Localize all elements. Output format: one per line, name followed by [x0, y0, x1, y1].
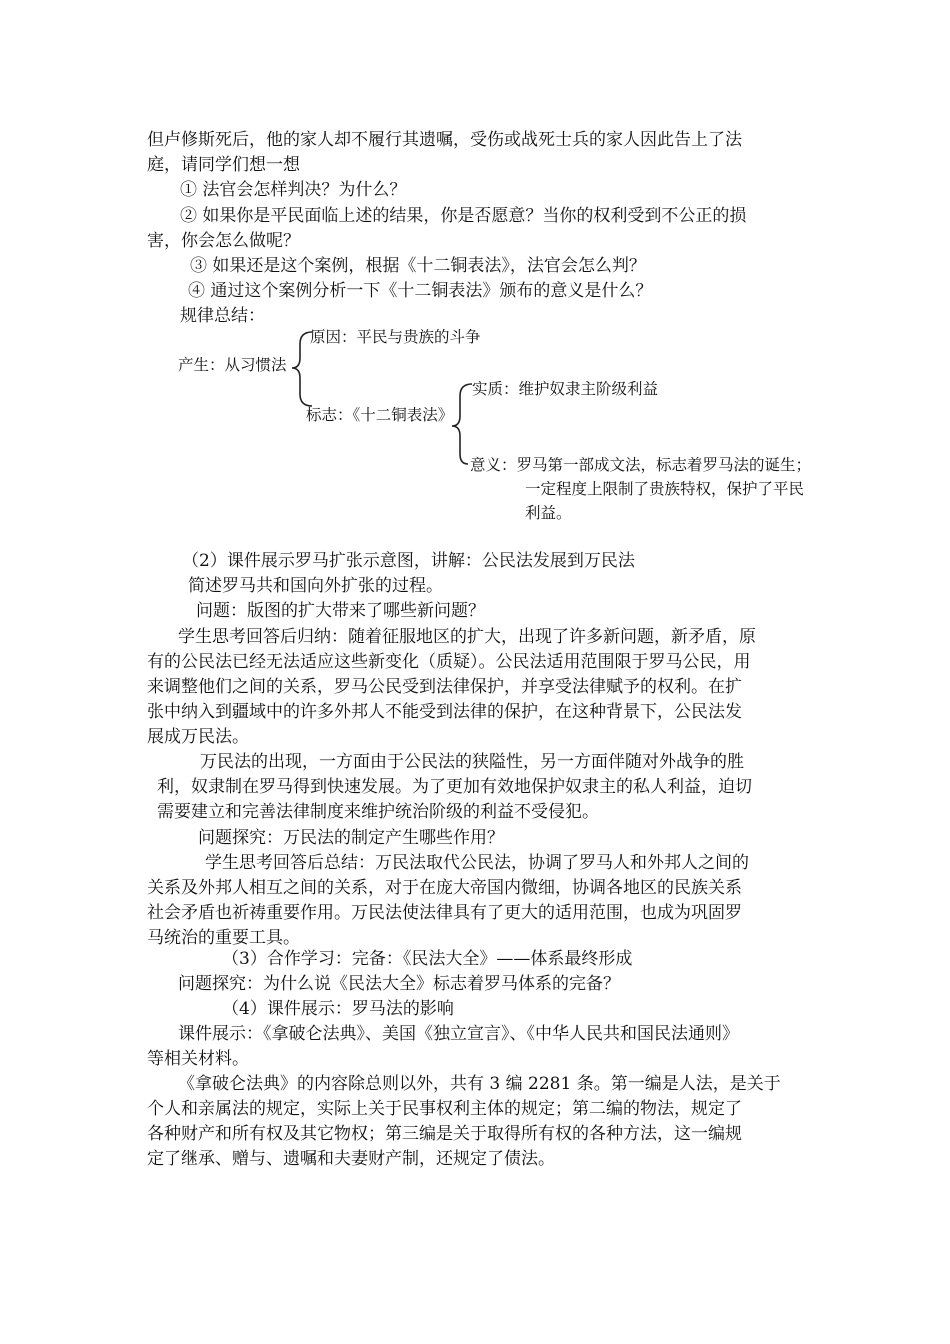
section4-heading: （4）课件展示：罗马法的影响 — [222, 999, 454, 1019]
section2-line-1: 简述罗马共和国向外扩张的过程。 — [188, 576, 443, 596]
intro-line-2: 庭，请同学们想一想 — [147, 155, 300, 175]
para2-line-2: 利，奴隶制在罗马得到快速发展。为了更加有效地保护奴隶主的私人利益，迫切 — [157, 777, 752, 797]
diagram-cause: 原因：平民与贵族的斗争 — [310, 328, 481, 346]
summary-diagram — [150, 318, 850, 533]
para1-line-1: 学生思考回答后归纳：随着征服地区的扩大，出现了许多新问题，新矛盾，原 — [178, 627, 756, 647]
section3-heading: （3）合作学习：完备：《民法大全》——体系最终形成 — [222, 949, 633, 969]
para1-line-3: 来调整他们之间的关系，罗马公民受到法律保护，并享受法律赋予的权利。在扩 — [147, 677, 742, 697]
section4-para-line-1: 《拿破仑法典》的内容除总则以外，共有 3 编 2281 条。第一编是人法，是关于 — [178, 1074, 781, 1094]
para3-line-3: 社会矛盾也祈祷重要作用。万民法使法律具有了更大的适用范围，也成为巩固罗 — [147, 903, 742, 923]
section4-line-2: 等相关材料。 — [147, 1049, 249, 1069]
diagram-significance-2: 一定程度上限制了贵族特权，保护了平民 — [525, 480, 805, 498]
para3-line-2: 关系及外邦人相互之间的关系，对于在庞大帝国内微细，协调各地区的民族关系 — [147, 878, 742, 898]
section4-line-1: 课件展示：《拿破仑法典》、美国《独立宣言》、《中华人民共和国民法通则》 — [178, 1024, 739, 1044]
section3-inquiry: 问题探究：为什么说《民法大全》标志着罗马体系的完备？ — [178, 974, 620, 994]
section2-question: 问题：版图的扩大带来了哪些新问题？ — [196, 601, 485, 621]
brace-right — [452, 384, 472, 464]
question-2: ② 如果你是平民面临上述的结果，你是否愿意？当你的权利受到不公正的损 — [180, 206, 747, 226]
brace-left — [292, 332, 312, 406]
diagram-significance-1: 意义：罗马第一部成文法，标志着罗马法的诞生； — [470, 456, 812, 474]
diagram-significance-3: 利益。 — [525, 504, 572, 522]
diagram-marker: 标志：《十二铜表法》 — [306, 406, 454, 424]
para1-line-5: 展成万民法。 — [147, 727, 249, 747]
section4-para-line-3: 各种财产和所有权及其它物权；第三编是关于取得所有权的各种方法，这一编规 — [147, 1124, 742, 1144]
para1-line-2: 有的公民法已经无法适应这些新变化（质疑）。公民法适用范围限于罗马公民，用 — [147, 652, 751, 672]
summary-label: 规律总结： — [180, 306, 265, 326]
section4-para-line-4: 定了继承、赠与、遗嘱和夫妻财产制，还规定了债法。 — [147, 1149, 555, 1169]
question-1: ① 法官会怎样判决？为什么？ — [180, 180, 407, 200]
para1-line-4: 张中纳入到疆域中的许多外邦人不能受到法律的保护，在这种背景下，公民法发 — [147, 702, 742, 722]
para2-line-1: 万民法的出现，一方面由于公民法的狭隘性，另一方面伴随对外战争的胜 — [200, 752, 744, 772]
diagram-essence: 实质：维护奴隶主阶级利益 — [472, 380, 659, 398]
para3-line-4: 马统治的重要工具。 — [147, 928, 300, 948]
question-3: ③ 如果还是这个案例，根据《十二铜表法》，法官会怎么判？ — [190, 256, 646, 276]
section4-para-line-2: 个人和亲属法的规定，实际上关于民事权利主体的规定；第二编的物法，规定了 — [147, 1099, 742, 1119]
para2-line-3: 需要建立和完善法律制度来维护统治阶级的利益不受侵犯。 — [157, 802, 599, 822]
para3-line-1: 学生思考回答后总结：万民法取代公民法，协调了罗马人和外邦人之间的 — [205, 853, 749, 873]
question-2-cont: 害，你会怎么做呢？ — [147, 231, 300, 251]
question-4: ④ 通过这个案例分析一下《十二铜表法》颁布的意义是什么？ — [188, 281, 653, 301]
section2-inquiry: 问题探究：万民法的制定产生哪些作用？ — [198, 828, 504, 848]
section2-heading: （2）课件展示罗马扩张示意图，讲解：公民法发展到万民法 — [182, 551, 635, 571]
diagram-origin: 产生：从习惯法 — [178, 356, 287, 374]
intro-line-1: 但卢修斯死后，他的家人却不履行其遗嘱，受伤或战死士兵的家人因此告上了法 — [147, 130, 742, 150]
